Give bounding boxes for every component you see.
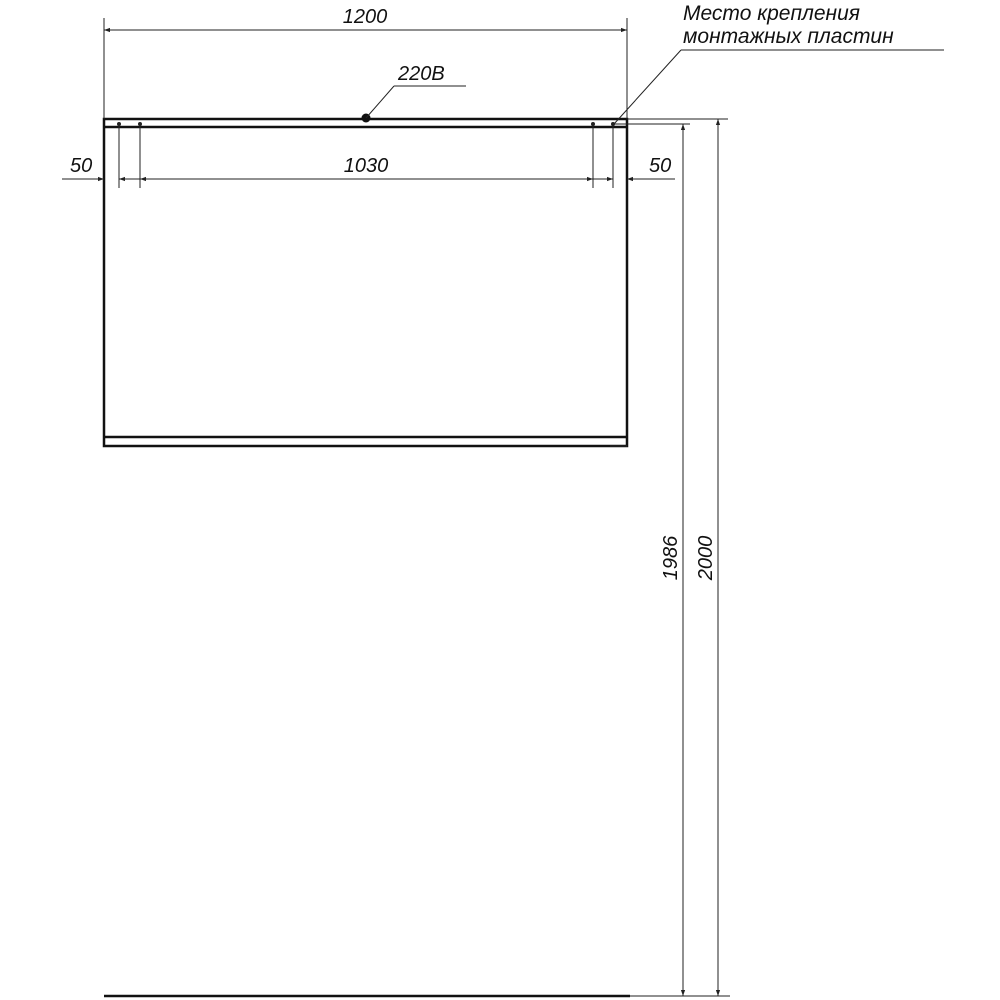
dimension-overall-width — [104, 6, 627, 119]
power-leader — [366, 63, 466, 118]
overall-width-label: 1200 — [342, 6, 388, 28]
mount-note-line1: Место крепления — [683, 2, 861, 25]
power-label: 220В — [398, 63, 445, 85]
dimension-right-offset — [582, 155, 675, 179]
left-offset-label: 50 — [70, 155, 93, 177]
dimension-mount-span — [140, 155, 593, 179]
mount-note-leader — [614, 2, 944, 124]
dimension-left-offset — [62, 155, 150, 179]
mount-span-label: 1030 — [343, 155, 389, 177]
right-offset-label: 50 — [649, 155, 672, 177]
total-height-label: 2000 — [695, 535, 717, 581]
mount-height-label: 1986 — [660, 535, 682, 581]
mount-note-line2: монтажных пластин — [683, 25, 894, 48]
